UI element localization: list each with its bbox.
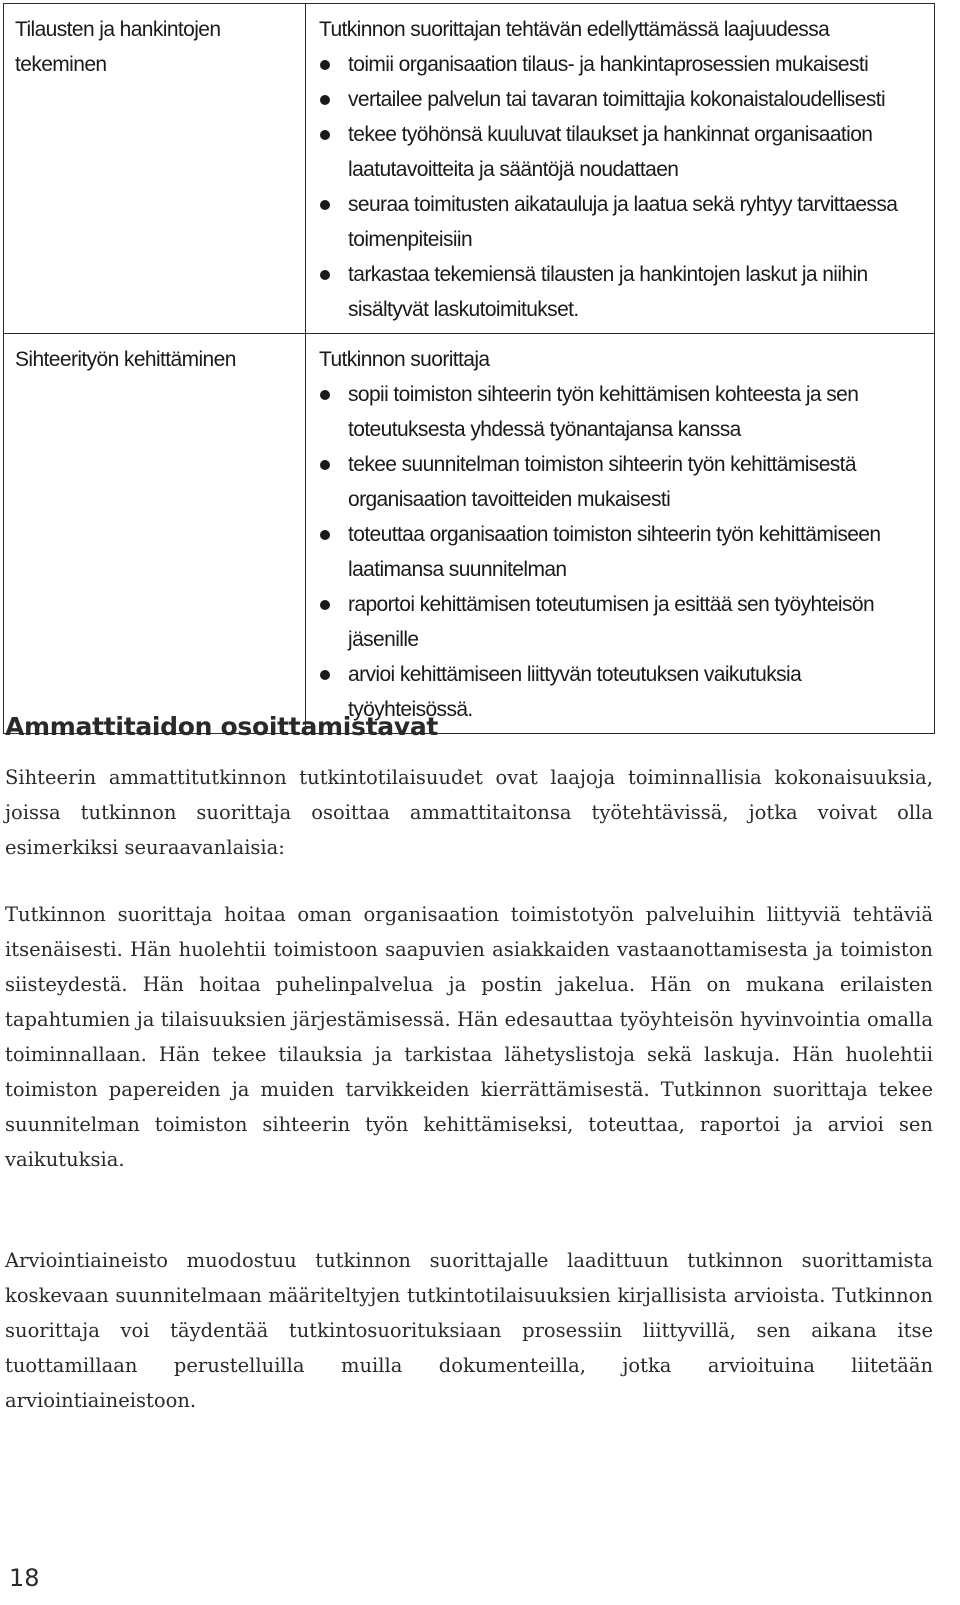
competence-area-cell	[4, 4, 306, 334]
competence-area-label: Tilausten ja hankintojen tekeminen	[15, 18, 221, 76]
bullet-icon	[320, 390, 330, 400]
criteria-item: tekee työhönsä kuuluvat tilaukset ja hankinnat organisaation laatutavoitteita ja sääntöjä noudattaen	[319, 117, 928, 187]
criteria-cell	[306, 4, 935, 334]
criteria-cell	[306, 334, 935, 734]
criteria-intro: Tutkinnon suorittaja	[319, 348, 490, 371]
body-paragraph: Sihteerin ammattitutkinnon tutkintotilaisuudet ovat laajoja toiminnallisia kokonaisuuksia, joissa tutkinnon suorittaja osoittaa ammattitaitonsa työtehtävissä, jotka voivat olla esimerkiksi seuraavanlaisia:	[5, 766, 933, 859]
criteria-list	[319, 47, 928, 327]
bullet-icon	[320, 130, 330, 140]
criteria-item: toteuttaa organisaation toimiston sihteerin työn kehittämiseen laatimansa suunnitelman	[319, 517, 928, 587]
bullet-icon	[320, 95, 330, 105]
criteria-item: tekee suunnitelman toimiston sihteerin työn kehittämisestä organisaation tavoitteiden mukaisesti	[319, 447, 928, 517]
criteria-item: arvioi kehittämiseen liittyvän toteutuksen vaikutuksia työyhteisössä.	[319, 657, 928, 727]
bullet-icon	[320, 460, 330, 470]
criteria-item: vertailee palvelun tai tavaran toimittajia kokonaistaloudellisesti	[319, 82, 928, 117]
bullet-icon	[320, 670, 330, 680]
bullet-icon	[320, 600, 330, 610]
criteria-item: toimii organisaation tilaus- ja hankintaprosessien mukaisesti	[319, 47, 928, 82]
criteria-item: seuraa toimitusten aikatauluja ja laatua sekä ryhtyy tarvittaessa toimenpiteisiin	[319, 187, 928, 257]
body-paragraph: Arviointiaineisto muodostuu tutkinnon suorittajalle laadittuun tutkinnon suorittamista koskevaan suunnitelmaan määriteltyjen tutkintotilaisuuksien kirjallisista arvioista. Tutkinnon suorittaja voi täydentää tutkintosuorituksiaan prosessiin liittyvillä, sen aikana itse tuottamillaan perustelluilla muilla dokumenteilla, jotka arvioituina liitetään arviointiaineistoon.	[5, 1249, 933, 1412]
criteria-intro: Tutkinnon suorittajan tehtävän edellyttämässä laajuudessa	[319, 18, 830, 41]
bullet-icon	[320, 530, 330, 540]
criteria-row	[4, 334, 935, 734]
bullet-icon	[320, 200, 330, 210]
competence-area-label: Sihteerityön kehittäminen	[15, 348, 236, 371]
bullet-icon	[320, 270, 330, 280]
section-heading: Ammattitaidon osoittamistavat	[5, 712, 439, 741]
criteria-row	[4, 4, 935, 334]
criteria-item: sopii toimiston sihteerin työn kehittämisen kohteesta ja sen toteutuksesta yhdessä työnantajansa kanssa	[319, 377, 928, 447]
bullet-icon	[320, 60, 330, 70]
body-paragraph: Tutkinnon suorittaja hoitaa oman organisaation toimistotyön palveluihin liittyviä tehtäviä itsenäisesti. Hän huolehtii toimistoon saapuvien asiakkaiden vastaanottamisesta ja toimiston siisteydestä. Hän hoitaa puhelinpalvelua ja postin jakelua. Hän on mukana erilaisten tapahtumien ja tilaisuuksien järjestämisessä. Hän edesauttaa työyhteisön hyvinvointia omalla toiminnallaan. Hän tekee tilauksia ja tarkistaa lähetyslistoja sekä laskuja. Hän huolehtii toimiston papereiden ja muiden tarvikkeiden kierrättämisestä. Tutkinnon suorittaja tekee suunnitelman toimiston sihteerin työn kehittämiseksi, toteuttaa, raportoi ja arvioi sen vaikutuksia.	[5, 903, 933, 1171]
criteria-item: raportoi kehittämisen toteutumisen ja esittää sen työyhteisön jäsenille	[319, 587, 928, 657]
criteria-list	[319, 377, 928, 727]
criteria-item: tarkastaa tekemiensä tilausten ja hankintojen laskut ja niihin sisältyvät laskutoimitukset.	[319, 257, 928, 327]
page-number: 18	[9, 1564, 40, 1592]
competence-area-cell	[4, 334, 306, 734]
criteria-table	[3, 3, 935, 734]
